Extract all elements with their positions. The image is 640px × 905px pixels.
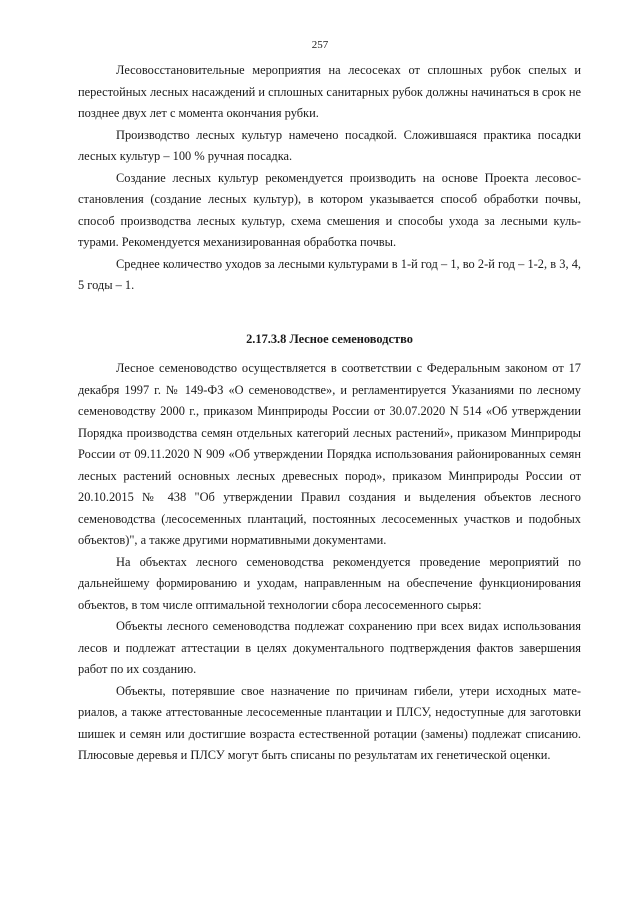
paragraph-seed-writeoff: Объекты, потерявшие свое назначение по причинам гибели, утери исходных материалов, а также аттестованные лесосеменные плантации и ПЛСУ, недоступные для заготовки шишек и семян или достигшие возраста естественной ротации (замены) подлежат списанию. Плюсовые деревья и ПЛСУ могут быть списаны по результатам их генетической оценки. bbox=[78, 683, 581, 762]
paragraph-reforestation-project: Создание лесных культур рекомендуется производить на основе Проекта лесовосстановления (создание лесных культур), в котором указывается способ обработки почвы, способ производства лесных культур, схема смешения и способы ухода за лесными культурами. Рекомендуется механизированная обработка почвы. bbox=[78, 170, 581, 249]
paragraph-reforestation-start: Лесовосстановительные мероприятия на лесосеках от сплошных рубок спелых и перестойных лесных насаждений и сплошных санитарных рубок должны начинаться в срок не позднее двух лет с момента окончания рубки. bbox=[78, 63, 581, 120]
document-body bbox=[78, 60, 581, 767]
paragraph-seed-regulation: Лесное семеноводство осуществляется в соответствии с Федеральным законом от 17 декабря 1997 г. № 149-ФЗ «О семеноводстве», и регламентируется Указаниями по лесному семеноводству 2000 г., приказом Минприроды России от 30.07.2020 N 514 «Об утверждении Порядка производства семян отдельных категорий лесных растений», приказом Минприроды России от 09.11.2020 N 909 «Об утверждении Порядка использования районированных семян лесных растений основных лесных древесных пород», приказом Минприроды России от 20.10.2015 № 438 "Об утверждении Правил создания и выделения объектов лесного семеноводства (лесосеменных плантаций, постоянных лесосеменных участков и подобных объектов)", а также другими нормативными документами. bbox=[78, 361, 581, 547]
section-heading: 2.17.3.8 Лесное семеноводство bbox=[246, 331, 413, 346]
paragraph-care-count: Среднее количество уходов за лесными культурами в 1-й год – 1, во 2-й год – 1-2, в 3, 4, 5 годы – 1. bbox=[78, 256, 581, 292]
page-number: 257 bbox=[311, 39, 329, 51]
paragraph-planting-method: Производство лесных культур намечено посадкой. Сложившаяся практика посадки лесных культур – 100 % ручная посадка. bbox=[78, 127, 581, 163]
paragraph-seed-measures: На объектах лесного семеноводства рекомендуется проведение мероприятий по дальнейшему формированию и уходам, направленным на обеспечение функционирования объектов, в том числе оптимальной технологии сбора лесосеменного сырья: bbox=[78, 554, 581, 612]
paragraph-seed-preservation: Объекты лесного семеноводства подлежат сохранению при всех видах использования лесов и подлежат аттестации в целях документального подтверждения фактов завершения работ по их созданию. bbox=[78, 619, 581, 676]
